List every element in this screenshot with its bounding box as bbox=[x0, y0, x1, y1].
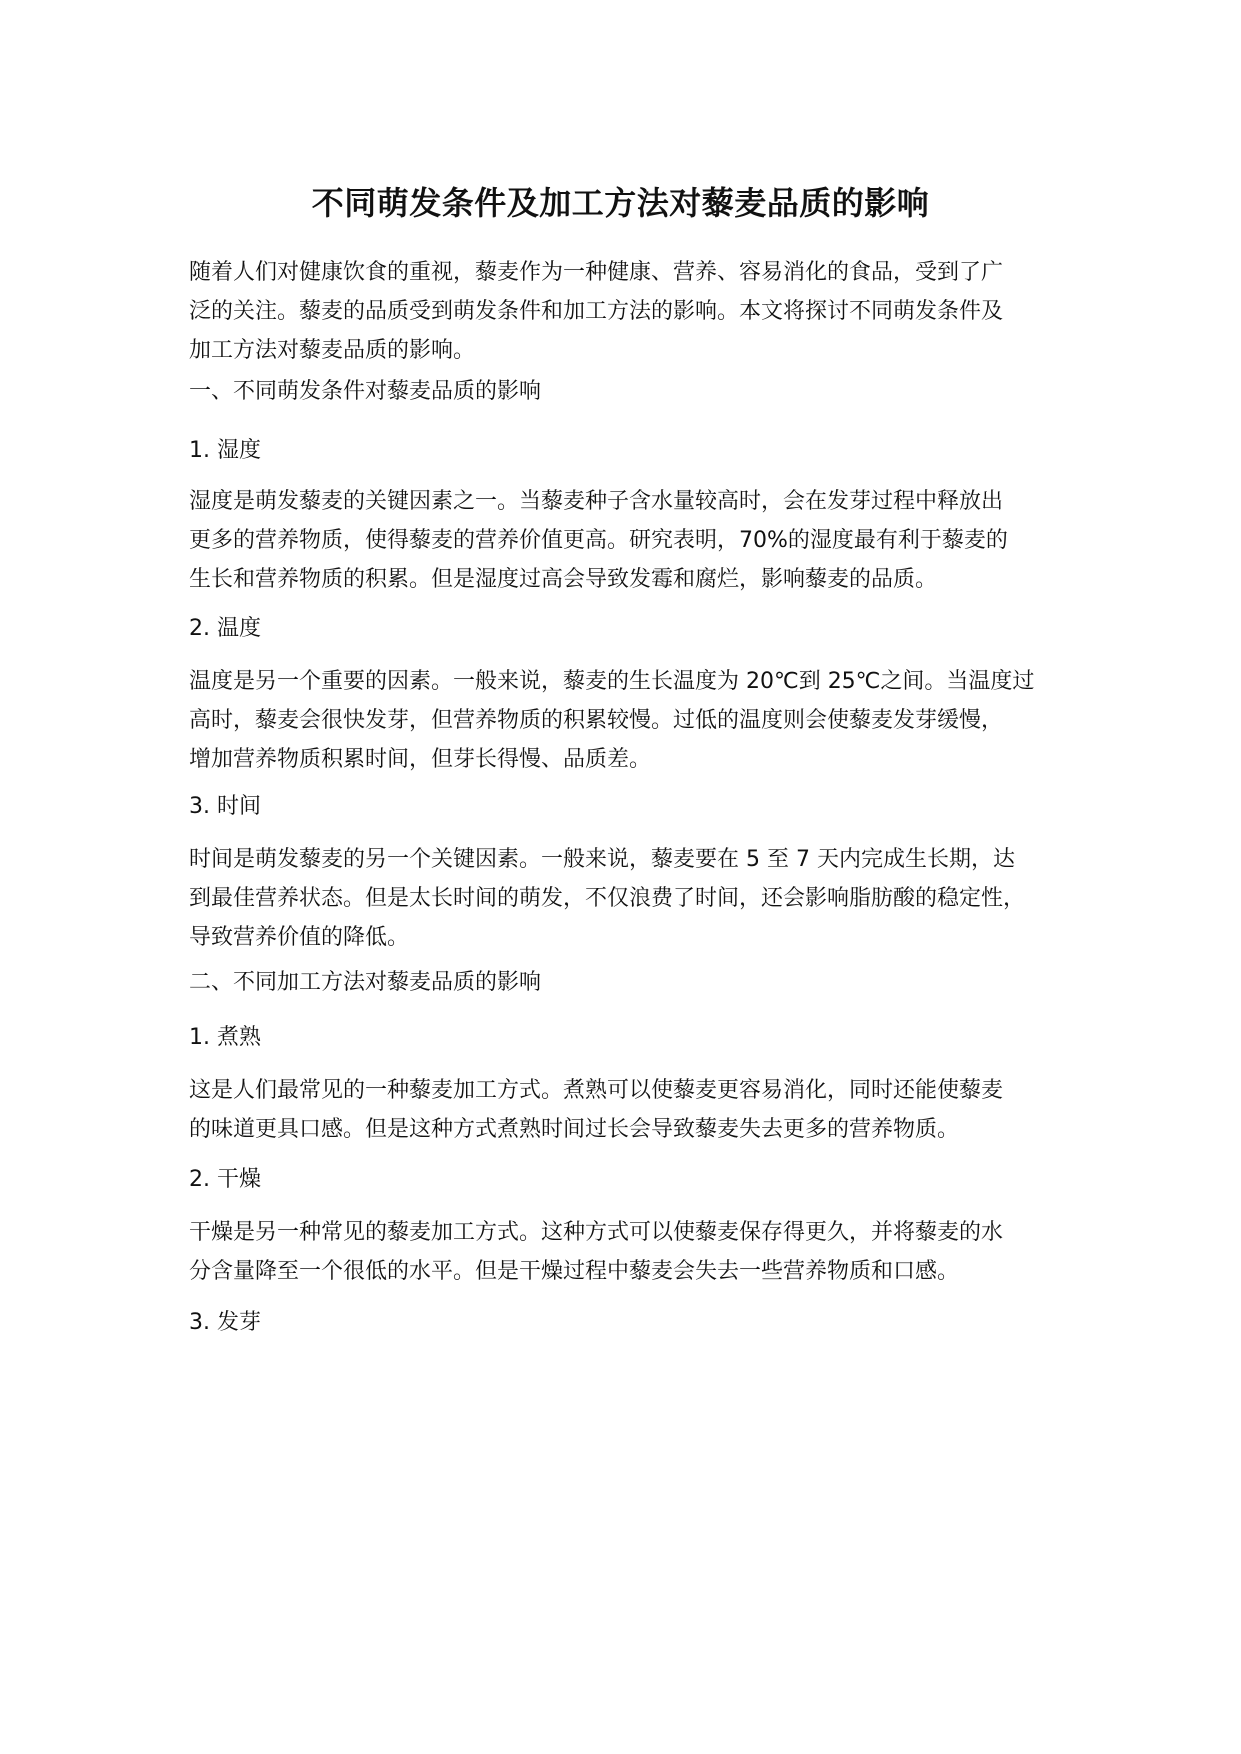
intro-line: 泛的关注。藜麦的品质受到萌发条件和加工方法的影响。本文将探讨不同萌发条件及 bbox=[189, 299, 1004, 324]
time-heading: 3. 时间 bbox=[189, 794, 261, 819]
temperature-paragraph bbox=[189, 662, 1069, 779]
boiling-heading: 1. 煮熟 bbox=[189, 1025, 261, 1050]
time-paragraph bbox=[189, 840, 1069, 957]
temperature-heading: 2. 温度 bbox=[189, 616, 261, 641]
paragraph-line: 时间是萌发藜麦的另一个关键因素。一般来说，藜麦要在 5 至 7 天内完成生长期，达 bbox=[189, 847, 1015, 872]
paragraph-line: 到最佳营养状态。但是太长时间的萌发，不仅浪费了时间，还会影响脂肪酸的稳定性， bbox=[189, 886, 1026, 911]
drying-heading: 2. 干燥 bbox=[189, 1167, 261, 1192]
sprouting-heading: 3. 发芽 bbox=[189, 1310, 261, 1335]
humidity-paragraph bbox=[189, 482, 1069, 599]
paragraph-line: 更多的营养物质，使得藜麦的营养价值更高。研究表明，70%的湿度最有利于藜麦的 bbox=[189, 528, 1008, 553]
paragraph-line: 导致营养价值的降低。 bbox=[189, 925, 410, 950]
paragraph-line: 湿度是萌发藜麦的关键因素之一。当藜麦种子含水量较高时，会在发芽过程中释放出 bbox=[189, 489, 1004, 514]
paragraph-line: 的味道更具口感。但是这种方式煮熟时间过长会导致藜麦失去更多的营养物质。 bbox=[189, 1117, 960, 1142]
paragraph-line: 高时，藜麦会很快发芽，但营养物质的积累较慢。过低的温度则会使藜麦发芽缓慢， bbox=[189, 708, 1004, 733]
intro-line: 随着人们对健康饮食的重视，藜麦作为一种健康、营养、容易消化的食品，受到了广 bbox=[189, 260, 1004, 285]
paragraph-line: 生长和营养物质的积累。但是湿度过高会导致发霉和腐烂，影响藜麦的品质。 bbox=[189, 567, 938, 592]
section-2-heading: 二、不同加工方法对藜麦品质的影响 bbox=[189, 970, 542, 995]
document-title: 不同萌发条件及加工方法对藜麦品质的影响 bbox=[311, 184, 930, 222]
intro-line: 加工方法对藜麦品质的影响。 bbox=[189, 338, 476, 363]
paragraph-line: 干燥是另一种常见的藜麦加工方式。这种方式可以使藜麦保存得更久，并将藜麦的水 bbox=[189, 1220, 1004, 1245]
paragraph-line: 分含量降至一个很低的水平。但是干燥过程中藜麦会失去一些营养物质和口感。 bbox=[189, 1259, 960, 1284]
section-1-heading: 一、不同萌发条件对藜麦品质的影响 bbox=[189, 379, 542, 404]
paragraph-line: 增加营养物质积累时间，但芽长得慢、品质差。 bbox=[189, 747, 652, 772]
intro-paragraph bbox=[189, 253, 1069, 370]
drying-paragraph bbox=[189, 1213, 1069, 1291]
humidity-heading: 1. 湿度 bbox=[189, 438, 261, 463]
boiling-paragraph bbox=[189, 1071, 1069, 1149]
paragraph-line: 这是人们最常见的一种藜麦加工方式。煮熟可以使藜麦更容易消化，同时还能使藜麦 bbox=[189, 1078, 1004, 1103]
paragraph-line: 温度是另一个重要的因素。一般来说，藜麦的生长温度为 20℃到 25℃之间。当温度过 bbox=[189, 669, 1035, 694]
